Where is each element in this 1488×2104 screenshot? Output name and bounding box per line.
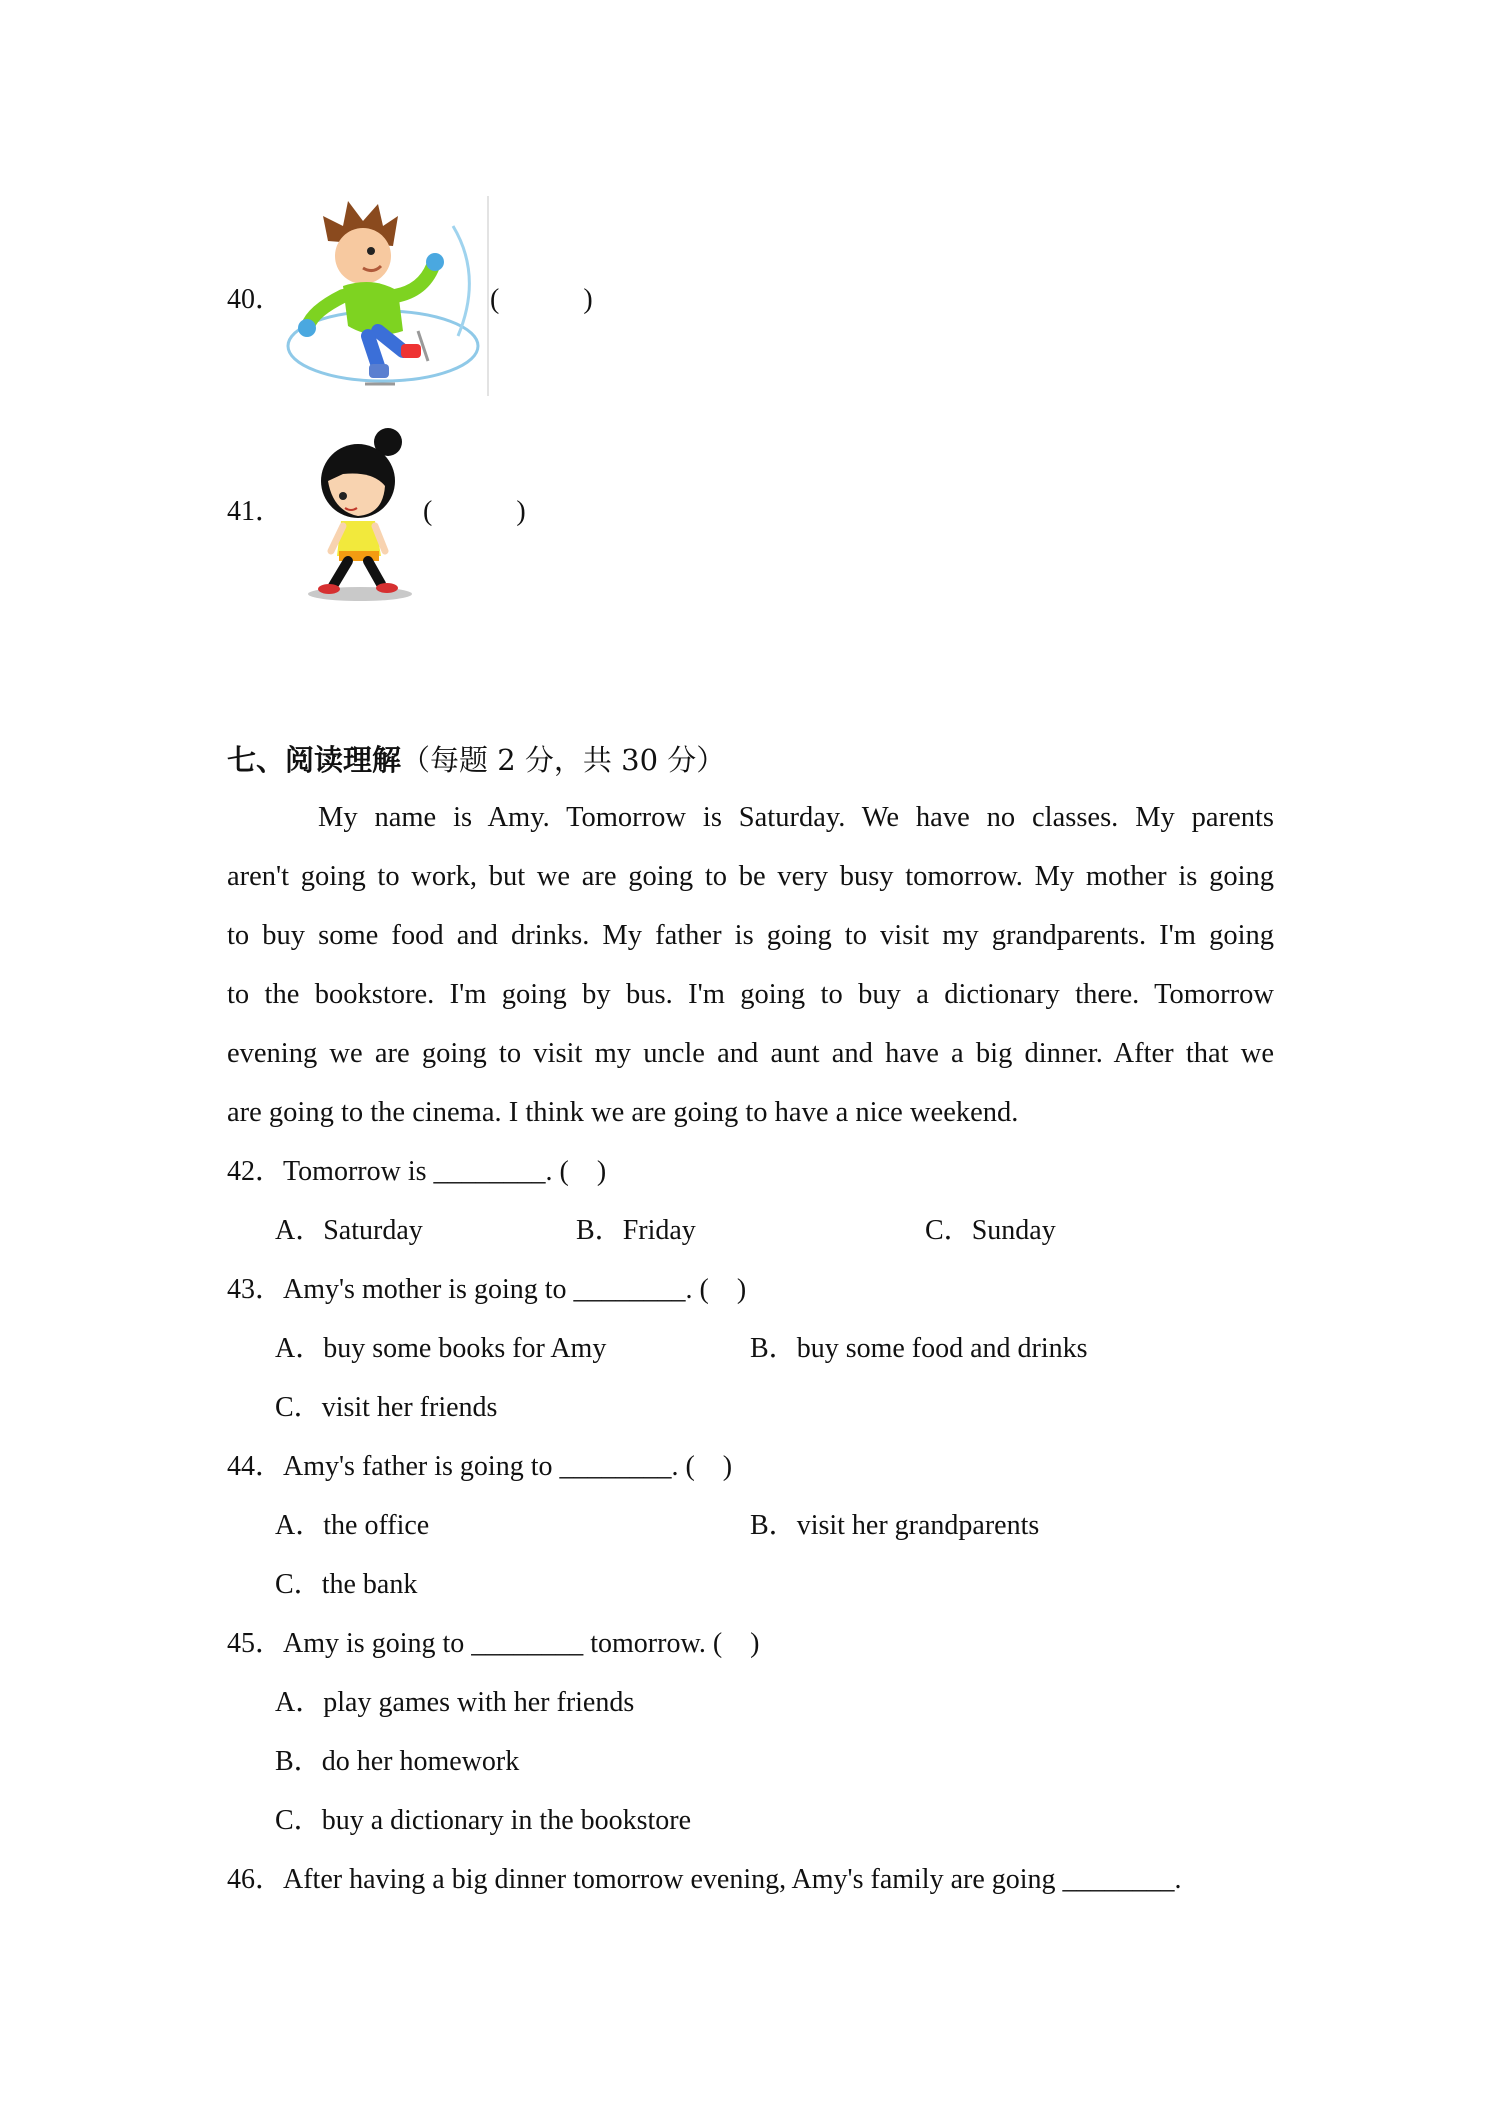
question-45 <box>227 1626 760 1662</box>
question-number: 44． <box>227 1451 284 1482</box>
option-45-a[interactable] <box>275 1685 634 1721</box>
option-text: Sunday <box>971 1215 1056 1246</box>
question-number: 43． <box>227 1274 284 1305</box>
passage-line-3: to buy some food and drinks. My father is going to visit my grandparents. I'm going <box>227 920 1274 951</box>
passage-line-1: My name is Amy. Tomorrow is Saturday. We have no classes. My parents <box>318 802 1274 833</box>
option-text: buy some food and drinks <box>796 1333 1088 1364</box>
passage-line-5: evening we are going to visit my uncle and aunt and have a big dinner. After that we <box>227 1038 1274 1069</box>
answer-blank-40[interactable]: ( ) <box>490 284 593 315</box>
passage-line-6: are going to the cinema. I think we are going to have a nice weekend. <box>227 1097 1019 1128</box>
question-text: Tomorrow is ________. ( ) <box>283 1156 607 1187</box>
section-title: 七、阅读理解 <box>227 743 402 777</box>
section-points: （每题 2 分，共 30 分） <box>401 743 726 777</box>
option-44-c[interactable] <box>275 1567 417 1603</box>
question-text: After having a big dinner tomorrow evening, Amy's family are going ________. <box>283 1864 1182 1895</box>
answer-blank-41[interactable]: ( ) <box>423 496 526 527</box>
option-label: A． <box>275 1215 324 1246</box>
option-44-a[interactable] <box>275 1508 429 1544</box>
option-label: C． <box>275 1569 322 1600</box>
question-number-40: 40． <box>227 284 284 315</box>
passage-line-2: aren't going to work, but we are going to be very busy tomorrow. My mother is going <box>227 861 1274 892</box>
question-text: Amy's father is going to ________. ( ) <box>283 1451 733 1482</box>
walking-girl-picture <box>303 426 418 604</box>
option-text: the office <box>323 1510 430 1541</box>
option-text: visit her grandparents <box>796 1510 1040 1541</box>
question-44 <box>227 1449 732 1485</box>
option-44-b[interactable] <box>750 1508 1039 1544</box>
option-45-b[interactable] <box>275 1744 519 1780</box>
option-label: B． <box>275 1746 322 1777</box>
option-42-a[interactable] <box>275 1213 423 1249</box>
option-text: visit her friends <box>321 1392 498 1423</box>
option-text: the bank <box>321 1569 418 1600</box>
option-label: B． <box>750 1333 797 1364</box>
option-43-c[interactable] <box>275 1390 497 1426</box>
question-text: Amy is going to ________ tomorrow. ( ) <box>283 1628 760 1659</box>
question-46 <box>227 1862 1182 1898</box>
option-42-b[interactable] <box>576 1213 696 1249</box>
question-text: Amy's mother is going to ________. ( ) <box>283 1274 747 1305</box>
option-text: buy some books for Amy <box>323 1333 607 1364</box>
question-42 <box>227 1154 606 1190</box>
option-45-c[interactable] <box>275 1803 691 1839</box>
option-label: B． <box>750 1510 797 1541</box>
option-label: B． <box>576 1215 623 1246</box>
option-label: C． <box>275 1805 322 1836</box>
option-text: Saturday <box>323 1215 423 1246</box>
option-43-a[interactable] <box>275 1331 606 1367</box>
option-text: Friday <box>622 1215 696 1246</box>
passage-line-4: to the bookstore. I'm going by bus. I'm going to buy a dictionary there. Tomorrow <box>227 979 1274 1010</box>
option-label: C． <box>275 1392 322 1423</box>
question-number: 46． <box>227 1864 284 1895</box>
option-text: do her homework <box>321 1746 520 1777</box>
option-text: play games with her friends <box>323 1687 635 1718</box>
option-label: A． <box>275 1687 324 1718</box>
section-heading <box>227 740 725 780</box>
option-43-b[interactable] <box>750 1331 1088 1367</box>
option-label: A． <box>275 1510 324 1541</box>
question-number-41: 41． <box>227 496 284 527</box>
ice-skating-boy-picture <box>283 196 493 396</box>
option-label: A． <box>275 1333 324 1364</box>
question-number: 45． <box>227 1628 284 1659</box>
question-43 <box>227 1272 746 1308</box>
question-number: 42． <box>227 1156 284 1187</box>
option-42-c[interactable] <box>925 1213 1056 1249</box>
option-label: C． <box>925 1215 972 1246</box>
option-text: buy a dictionary in the bookstore <box>321 1805 692 1836</box>
